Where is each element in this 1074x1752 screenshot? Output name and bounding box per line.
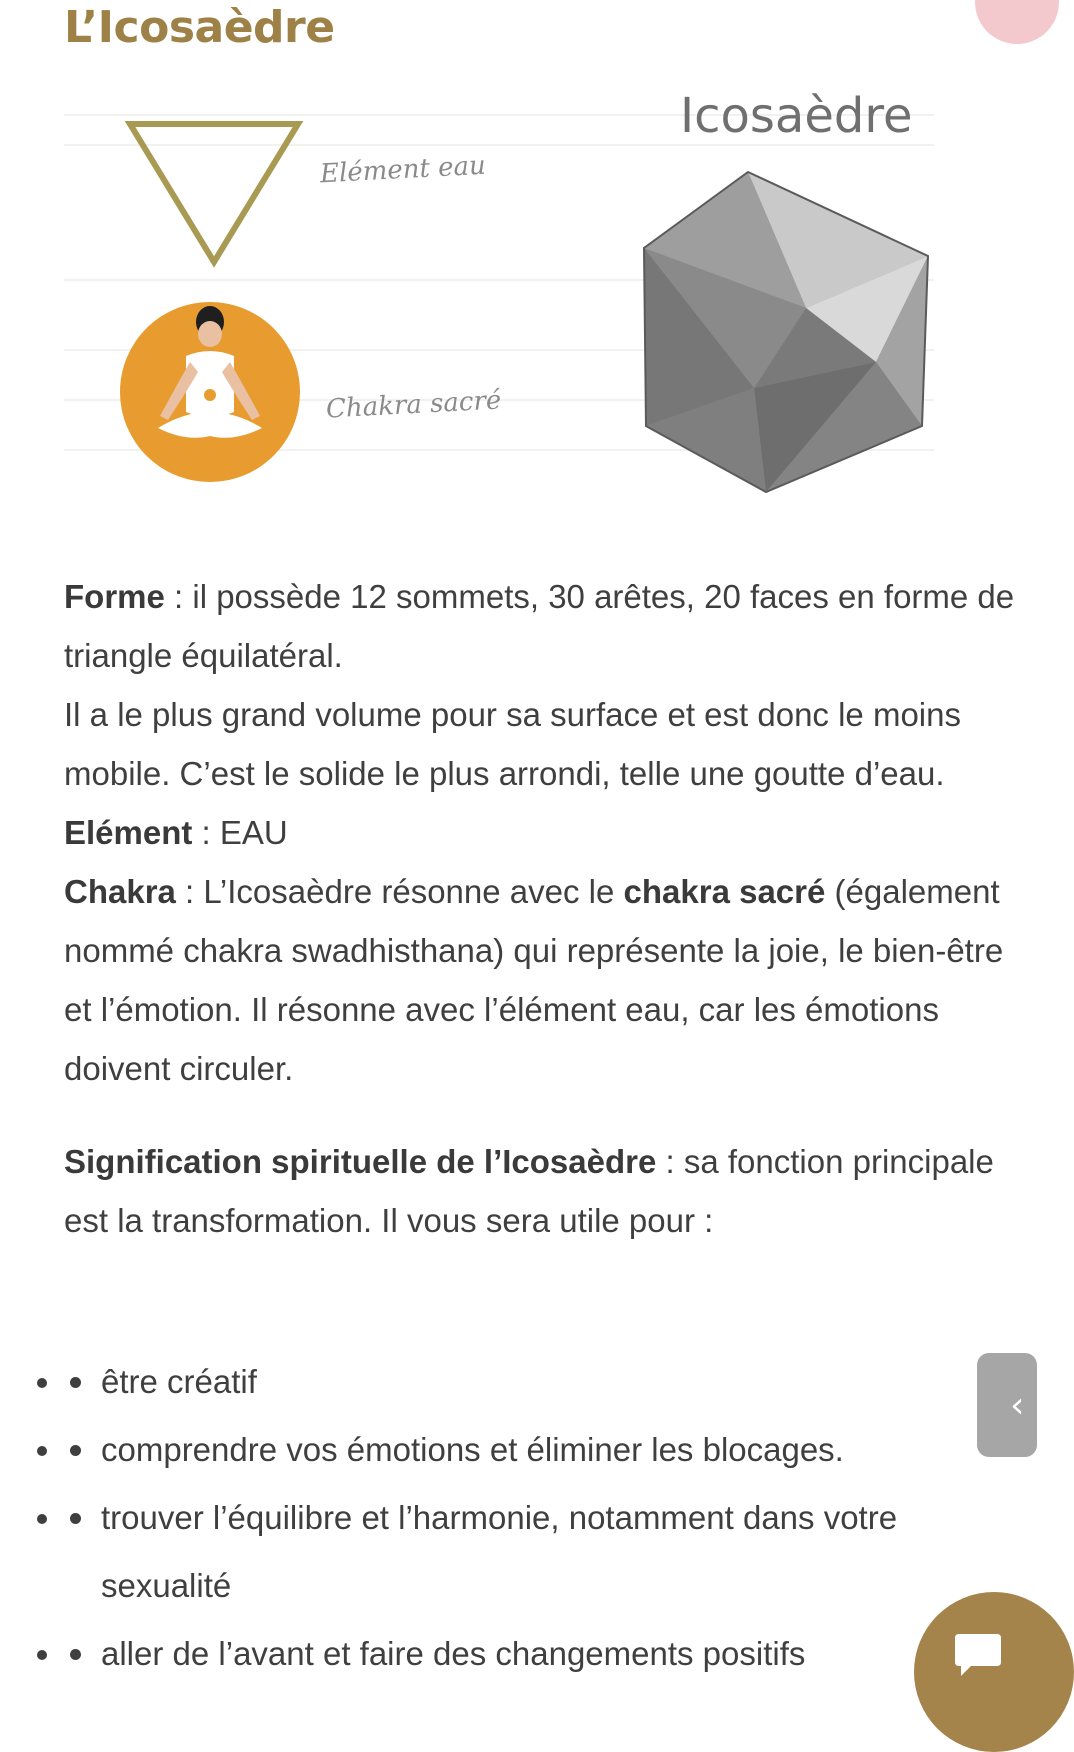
list-item-text: être créatif xyxy=(101,1363,257,1400)
list-item xyxy=(64,1620,994,1688)
benefits-list xyxy=(64,1348,994,1688)
chat-bubble-icon xyxy=(953,1632,1003,1680)
list-item-text: trouver l’équilibre et l’harmonie, notamment dans votre sexualité xyxy=(101,1499,898,1604)
chakra-text-2: (également nommé chakra swadhisthana) qui représente la joie, le bien-être et l’émotion. Il résonne avec l’élément eau, car les émotions doivent circuler. xyxy=(64,873,1004,1087)
bullet-icon xyxy=(70,1445,81,1456)
forme-paragraph xyxy=(64,567,1019,685)
signification-paragraph xyxy=(64,1132,1019,1250)
signification-label: Signification spirituelle de l’Icosaèdre xyxy=(64,1143,657,1180)
corner-decoration xyxy=(975,0,1059,44)
element-paragraph xyxy=(64,803,1019,862)
chakra-bold: chakra sacré xyxy=(623,873,826,910)
paragraph-gap xyxy=(64,1098,1019,1132)
chakra-text-1: : L’Icosaèdre résonne avec le xyxy=(175,873,624,910)
volume-paragraph: Il a le plus grand volume pour sa surface et est donc le moins mobile. C’est le solide le plus arrondi, telle une goutte d’eau. xyxy=(64,696,961,792)
chat-button[interactable] xyxy=(914,1592,1074,1752)
element-label: Elément xyxy=(64,814,193,851)
list-item xyxy=(64,1416,994,1484)
list-item xyxy=(64,1484,994,1620)
icosahedron-title: Icosaèdre xyxy=(680,88,913,144)
list-item-text: aller de l’avant et faire des changements positifs xyxy=(101,1635,806,1672)
bullet-icon xyxy=(70,1377,81,1388)
chakra-paragraph xyxy=(64,862,1019,1098)
article-body xyxy=(64,567,1019,1250)
chevron-up-icon: ‹ xyxy=(1010,1385,1025,1426)
list-item xyxy=(64,1348,994,1416)
forme-label: Forme xyxy=(64,578,165,615)
signification-text: : sa fonction principale est la transformation. Il vous sera utile pour : xyxy=(64,1143,994,1239)
chakra-label: Chakra xyxy=(64,873,176,910)
bullet-icon xyxy=(70,1513,81,1524)
meditation-icon xyxy=(120,302,300,482)
list-item-text: comprendre vos émotions et éliminer les blocages. xyxy=(101,1431,844,1468)
element-eau-label: Elément eau xyxy=(319,150,487,190)
forme-text: : il possède 12 sommets, 30 arêtes, 20 faces en forme de triangle équilatéral. xyxy=(64,578,1015,674)
icosahedron-illustration xyxy=(64,70,1014,530)
scroll-to-top-button[interactable] xyxy=(977,1353,1037,1457)
bullet-icon xyxy=(70,1649,81,1660)
icosahedron-icon xyxy=(644,172,928,492)
element-text: : EAU xyxy=(192,814,288,851)
page-title: L’Icosaèdre xyxy=(64,2,335,53)
chakra-sacre-label: Chakra sacré xyxy=(325,385,502,425)
